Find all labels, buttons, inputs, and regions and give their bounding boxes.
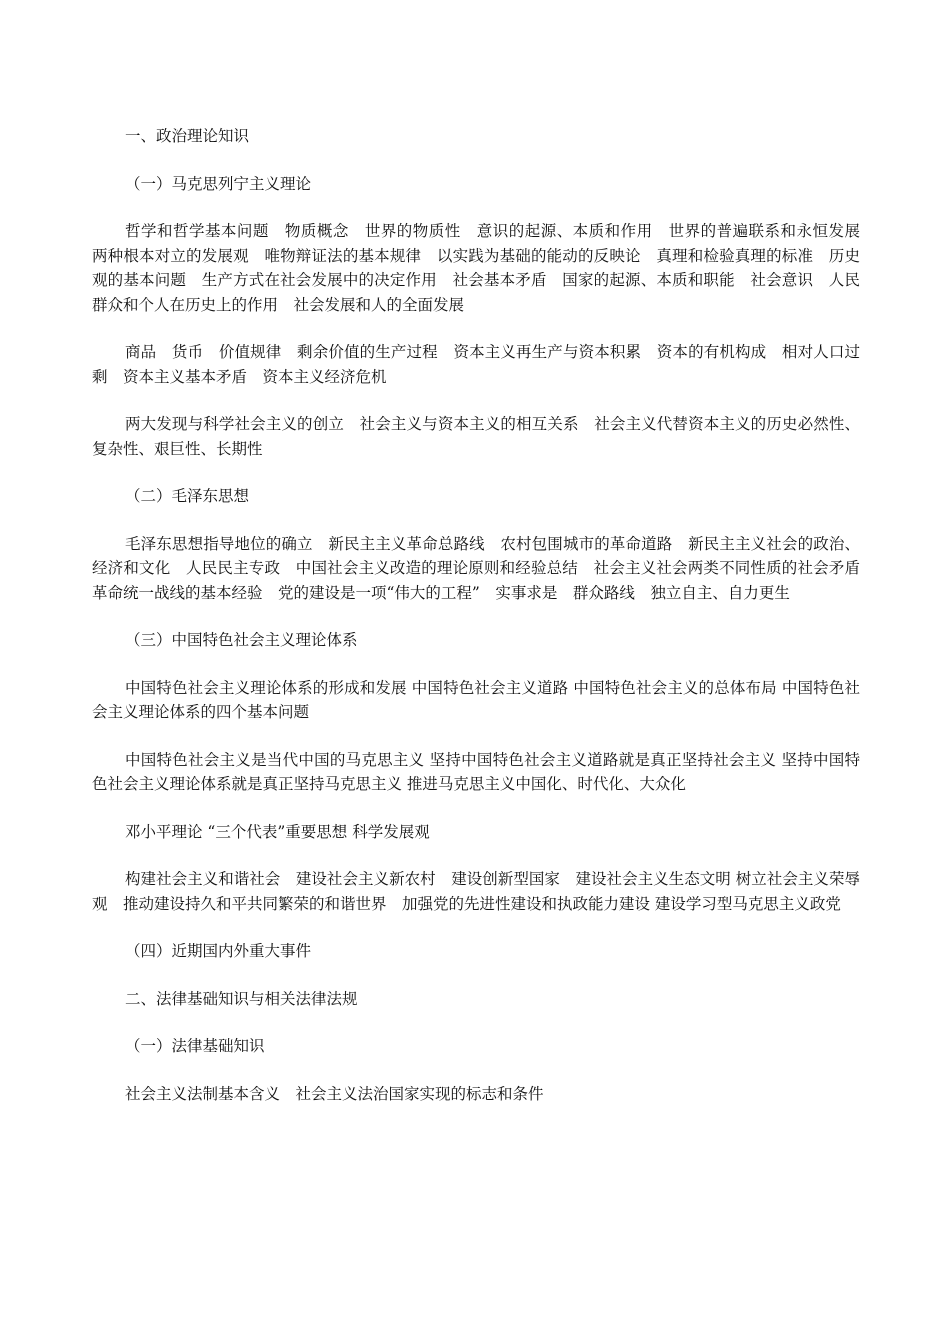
section-heading-politics: 一、政治理论知识 xyxy=(125,127,250,145)
document-page xyxy=(92,124,876,1129)
paragraph-deng-theory: 邓小平理论 “三个代表”重要思想 科学发展观 xyxy=(125,822,430,841)
paragraph-economics: 商品 货币 价值规律 剩余价值的生产过程 资本主义再生产与资本积累 资本的有机构成 相对人口过剩 资本主义基本矛盾 资本主义经济危机 xyxy=(92,343,860,386)
section-heading-law: 二、法律基础知识与相关法律法规 xyxy=(125,989,358,1008)
paragraph-theory-system: 中国特色社会主义理论体系的形成和发展 中国特色社会主义道路 中国特色社会主义的总体布局 中国特色社会主义理论体系的四个基本问题 xyxy=(92,678,860,721)
paragraph-harmonious-society: 构建社会主义和谐社会 建设社会主义新农村 建设创新型国家 建设社会主义生态文明 树立社会主义荣辱观 推动建设持久和平共同繁荣的和谐世界 加强党的先进性建设和执政能力建设 建设学习型马克思主义政党 xyxy=(92,870,860,913)
paragraph-mao-thought: 毛泽东思想指导地位的确立 新民主主义革命总路线 农村包围城市的革命道路 新民主主义社会的政治、经济和文化 人民民主专政 中国社会主义改造的理论原则和经验总结 社会主义社会两类不同性质的社会矛盾 革命统一战线的基本经验 党的建设是一项“伟大的工程” 实事求是 群众路线 独立自主、自力更生 xyxy=(92,534,876,602)
subsection-heading-law-basics: （一）法律基础知识 xyxy=(125,1037,265,1055)
subsection-heading-mao: （二）毛泽东思想 xyxy=(125,487,250,505)
paragraph-contemporary-marxism: 中国特色社会主义是当代中国的马克思主义 坚持中国特色社会主义道路就是真正坚持社会主义 坚持中国特色社会主义理论体系就是真正坚持马克思主义 推进马克思主义中国化、时代化、大众化 xyxy=(92,750,860,793)
paragraph-rule-of-law: 社会主义法制基本含义 社会主义法治国家实现的标志和条件 xyxy=(125,1084,544,1103)
paragraph-philosophy: 哲学和哲学基本问题 物质概念 世界的物质性 意识的起源、本质和作用 世界的普遍联系和永恒发展 两种根本对立的发展观 唯物辩证法的基本规律 以实践为基础的能动的反映论 真理和检验真理的标准 历史观的基本问题 生产方式在社会发展中的决定作用 社会基本矛盾 国家的起源、本质和职能 社会意识 人民群众和个人在历史上的作用 社会发展和人的全面发展 xyxy=(92,222,876,314)
subsection-heading-events: （四）近期国内外重大事件 xyxy=(125,942,312,960)
subsection-heading-marxism: （一）马克思列宁主义理论 xyxy=(125,174,312,193)
subsection-heading-socialism-chinese: （三）中国特色社会主义理论体系 xyxy=(125,631,358,649)
paragraph-scientific-socialism: 两大发现与科学社会主义的创立 社会主义与资本主义的相互关系 社会主义代替资本主义的历史必然性、复杂性、艰巨性、长期性 xyxy=(92,415,860,458)
